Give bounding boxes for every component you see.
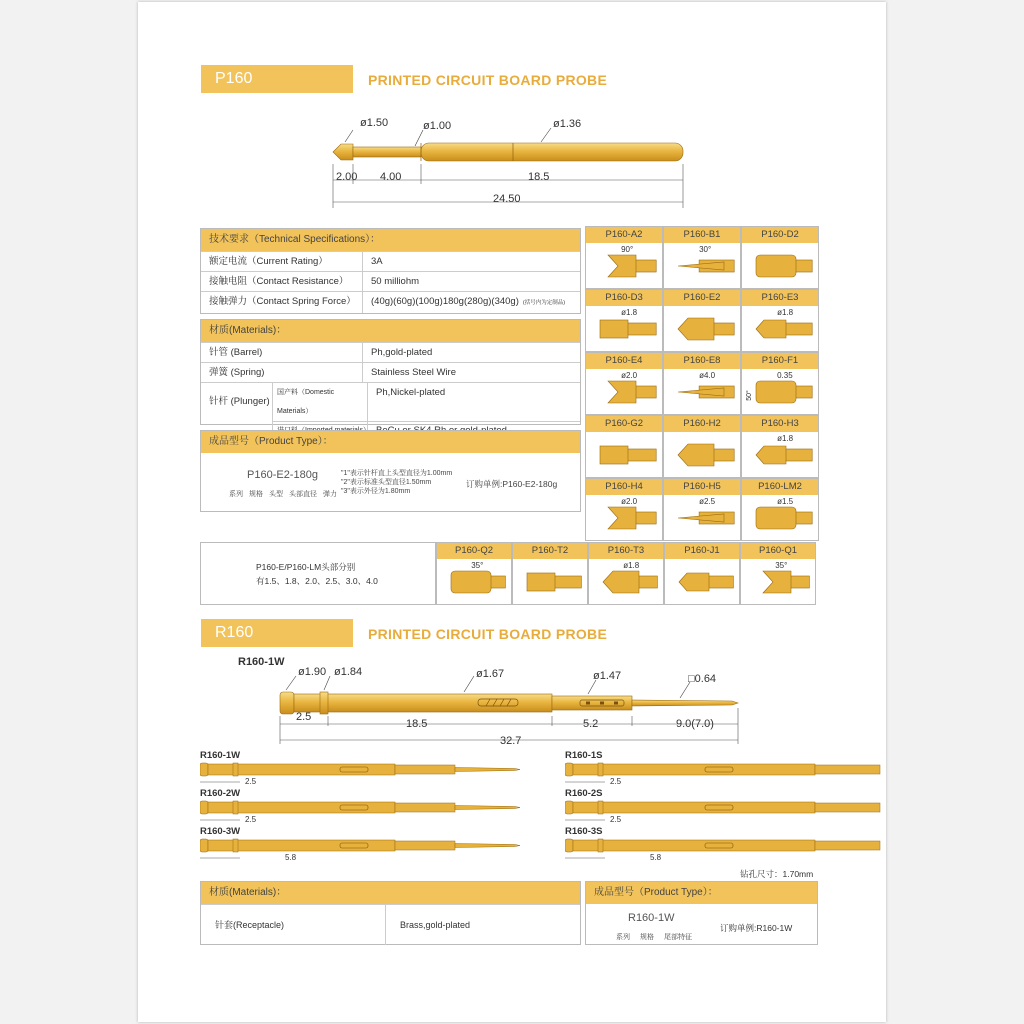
r160-type-parts [616,932,692,942]
p160-materials-table [200,319,581,425]
barrel-label: 针管 (Barrel) [201,343,363,362]
plunger-domestic-label: 国产料（Domestic Materials） [273,383,368,421]
variant-label: R160-3W [200,826,241,837]
head-annotation: 35° [471,561,484,570]
head-annotation: 0.35 [777,371,793,380]
head-tip-icon [664,432,742,478]
head-name: P160-T2 [513,543,587,559]
head-cell [741,289,819,352]
variant-label: R160-3S [565,826,603,837]
head-cell [741,415,819,478]
r160-section-title: PRINTED CIRCUIT BOARD PROBE [368,626,608,642]
spring-label: 弹簧 (Spring) [201,363,363,382]
head-cell [741,478,819,541]
f1-angle: 50° [745,390,753,401]
receptacle-value: Brass,gold-plated [400,920,471,930]
head-annotation: 30° [699,245,712,254]
head-name: P160-H4 [586,479,662,495]
head-cell [663,352,741,415]
spec-label: 额定电流（Current Rating） [201,252,363,271]
spec-note: (括号内为定制品) [522,300,566,306]
variant-dim: 2.5 [245,777,257,786]
head-name: P160-B1 [664,227,740,243]
head-name: P160-E8 [664,353,740,369]
head-name: P160-D2 [742,227,818,243]
head-name: P160-J1 [665,543,739,559]
head-cell [436,542,512,605]
plunger-domestic-value: Ph,Nickel-plated [376,387,446,398]
head-cell [585,478,663,541]
p160-product-type-box [200,430,581,512]
head-annotation: ø1.8 [621,308,638,317]
head-cell [663,415,741,478]
spec-row [201,291,580,313]
r160-type-header: 成品型号（Product Type）： [586,882,817,904]
head-cell [663,226,741,289]
spec-value-text: (40g)(60g)(100g)180g(280g)(340g) [371,296,519,307]
head-name: P160-Q2 [437,543,511,559]
p160-dim-total: 24.50 [493,193,521,205]
spec-value [363,252,383,271]
variant-label: R160-1W [200,750,241,761]
p160-dim-d3: ø1.36 [553,118,582,130]
r160-dim-l1: 2.5 [296,711,312,723]
p160-type-notes [341,469,452,496]
type-part: 尾部特征 [664,934,692,941]
head-cell [585,415,663,478]
head-cell [588,542,664,605]
head-name: P160-H2 [664,416,740,432]
head-cell [664,542,740,605]
r160-dim-d4: ø1.47 [593,670,622,682]
type-part: 系列 [229,491,243,498]
r160-dim-l4: 9.0(7.0) [676,718,714,730]
type-note: "3"表示外径为1.80mm [341,488,411,495]
p160-order-example: 订购单例:P160-E2-180g [466,479,558,489]
r160-dim-total: 32.7 [500,735,522,747]
r160-type-code: R160-1W [628,912,675,924]
spec-label: 接触弹力（Contact Spring Force） [201,292,363,313]
type-note: "2"表示标准头型直径1.50mm [341,479,432,486]
head-tip-icon [665,559,741,605]
head-annotation: ø1.5 [777,497,794,506]
r160-dim-d1: ø1.90 [298,666,327,678]
head-annotation: ø2.0 [621,371,638,380]
head-annotation: ø1.8 [777,434,794,443]
p160-dim-l3: 18.5 [528,171,550,183]
r160-dim-d2: ø1.84 [334,666,363,678]
type-part: 头部直径 [289,491,317,498]
drill-size: 钻孔尺寸：1.70mm [740,869,814,879]
variant-dim: 5.8 [285,853,297,862]
head-cell [663,478,741,541]
plunger-label: 针杆 (Plunger) [201,383,273,440]
barrel-value: Ph,gold-plated [371,347,433,358]
head-tip-icon [513,559,589,605]
type-part: 系列 [616,934,630,941]
spec-row [201,251,580,271]
head-name: P160-E2 [664,290,740,306]
datasheet-page [138,2,886,1022]
variant-drawing [565,838,890,864]
variant-label: R160-1S [565,750,603,761]
head-name: P160-F1 [742,353,818,369]
head-name: P160-A2 [586,227,662,243]
head-name: P160-LM2 [742,479,818,495]
p160-head-note [200,542,436,605]
type-part: 规格 [640,934,654,941]
head-name: P160-H5 [664,479,740,495]
p160-section-title: PRINTED CIRCUIT BOARD PROBE [368,72,608,88]
head-name: P160-D3 [586,290,662,306]
variant-drawing [200,838,525,864]
p160-type-header: 成品型号（Product Type）： [201,431,580,453]
head-note-line2: 有1.5、1.8、2.0、2.5、3.0、4.0 [256,576,378,586]
type-note: "1"表示针杆直上头型直径为1.00mm [341,470,453,477]
spec-row [201,271,580,291]
spec-value-text: 50 milliohm [371,276,420,287]
type-part: 头型 [269,491,283,498]
head-tip-icon [742,243,820,289]
head-annotation: ø1.8 [623,561,640,570]
head-cell [740,542,816,605]
head-annotation: 35° [775,561,788,570]
head-note-line1: P160-E/P160-LM头部分别 [256,562,356,572]
head-name: P160-Q1 [741,543,815,559]
p160-spec-table [200,228,581,314]
head-name: P160-H3 [742,416,818,432]
r160-materials-table [200,881,581,945]
p160-dim-l1: 2.00 [336,171,358,183]
spec-label: 接触电阻（Contact Resistance） [201,272,363,291]
head-cell [741,352,819,415]
r160-materials-header: 材质(Materials)： [201,882,580,904]
r160-dim-l2: 18.5 [406,718,428,730]
p160-dim-d2: ø1.00 [423,120,452,132]
head-annotation: 90° [621,245,634,254]
head-cell [663,289,741,352]
type-part: 规格 [249,491,263,498]
head-name: P160-E4 [586,353,662,369]
head-name: P160-E3 [742,290,818,306]
p160-spec-header: 技术要求（Technical Specifications）： [201,229,580,251]
p160-type-parts [229,489,337,499]
head-annotation: ø2.0 [621,497,638,506]
receptacle-label: 针套(Receptacle) [201,905,386,945]
variant-dim: 5.8 [650,853,662,862]
spec-value [363,292,565,313]
p160-type-code: P160-E2-180g [247,469,318,481]
r160-order-example: 订购单例:R160-1W [720,923,793,933]
head-annotation: ø4.0 [699,371,716,380]
head-name: P160-T3 [589,543,663,559]
head-name: P160-G2 [586,416,662,432]
r160-dim-d3: ø1.67 [476,668,505,680]
variant-dim: 2.5 [610,777,622,786]
spring-value: Stainless Steel Wire [371,367,457,378]
p160-section-code: P160 [201,65,353,93]
head-cell [585,226,663,289]
head-cell [585,289,663,352]
type-part: 弹力 [323,491,337,498]
variant-label: R160-2W [200,788,241,799]
r160-main-label: R160-1W [238,656,285,668]
head-annotation: ø1.8 [777,308,794,317]
variant-dim: 2.5 [610,815,622,824]
spec-value [363,272,419,291]
head-cell [585,352,663,415]
variant-dim: 2.5 [245,815,257,824]
head-tip-icon [586,432,664,478]
r160-dim-d5: □0.64 [688,673,717,685]
head-cell [741,226,819,289]
head-annotation: ø2.5 [699,497,716,506]
r160-section-code: R160 [201,619,353,647]
head-cell [512,542,588,605]
p160-materials-header: 材质(Materials)： [201,320,580,342]
variant-label: R160-2S [565,788,603,799]
head-tip-icon [664,306,742,352]
spec-value-text: 3A [371,256,383,267]
r160-dim-l3: 5.2 [583,718,599,730]
p160-dim-d1: ø1.50 [360,117,389,129]
r160-product-type-box [585,881,818,945]
p160-dim-l2: 4.00 [380,171,402,183]
